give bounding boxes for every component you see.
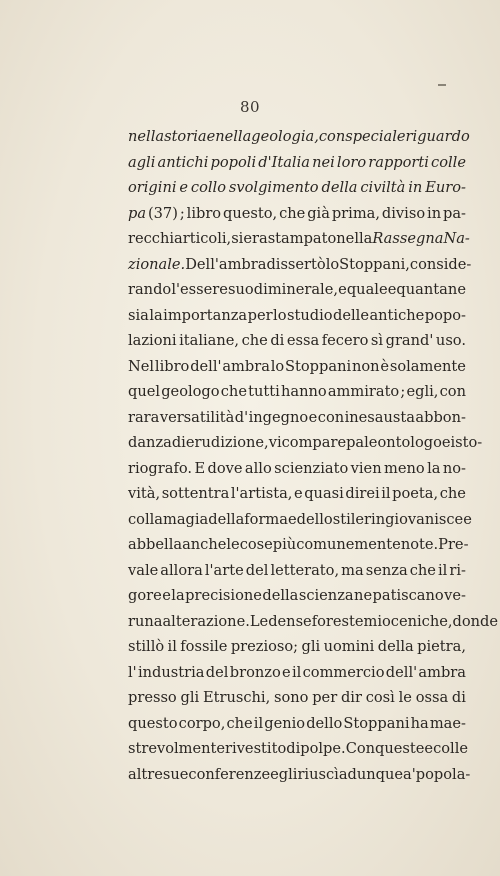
word: ne [447,281,466,298]
word: riografo. [128,459,193,477]
word: Rassegna [372,230,444,247]
text-line [128,456,466,482]
word: allora [160,561,203,579]
word: nei [312,153,335,171]
word: zionale. [128,255,186,273]
word: runa [128,612,163,630]
text-line [128,124,470,150]
word: e [282,663,291,681]
word: vien [350,459,382,477]
word: libro [186,204,222,222]
word: che [439,485,466,502]
text-line [128,201,466,227]
word: origini [128,179,177,196]
word: patiscano [372,587,444,604]
word: e [206,128,216,145]
word: colle [431,153,466,171]
word: d'Italia [258,153,310,171]
word: suo [227,281,254,298]
word: agli [128,153,156,171]
word: Le [249,612,269,630]
word: anche [182,536,227,553]
word: popola- [415,765,471,783]
word: stampato [267,230,337,247]
word: le [398,689,412,706]
word: sia [128,306,149,324]
word: prima, [331,204,381,222]
word: presso [128,689,177,706]
word: mae- [429,714,466,732]
word: note. [400,536,439,553]
word: Dell' [185,255,219,273]
word: collo [190,179,226,196]
word: questo, [223,204,278,222]
word: sue [162,765,189,783]
word: in [408,179,423,196]
word: Na- [443,230,470,247]
word: sottentra [161,485,230,502]
word: inesausta [344,408,415,426]
word: rando [128,281,172,298]
word: pa- [443,204,466,222]
word: essa [286,332,320,349]
word: loro [336,153,367,171]
word: a' [403,765,416,783]
word: che [409,561,436,579]
word: dir [340,689,362,706]
word: di [270,332,285,349]
text-line [128,558,466,584]
word: foreste [311,612,364,630]
word: E [194,459,206,477]
word: stile [332,510,365,528]
word: ha [410,714,429,732]
word: (37) [147,204,178,222]
text-line [128,685,466,711]
word: le [226,536,240,553]
word: egli [270,765,298,783]
word: isto- [450,434,483,451]
word: di [171,434,186,451]
word: uso. [435,332,466,349]
word: adunque [338,765,404,783]
word: italiane, [179,332,240,349]
word: allo [244,459,272,477]
word: della [321,179,358,196]
word: di [253,281,268,298]
word: lo [273,306,287,324]
ink-mark [438,84,446,86]
word: e [179,179,189,196]
word: per [247,306,273,324]
word: nella [215,128,252,145]
word: e [463,510,472,528]
word: scienziato [274,459,349,477]
word: si [231,230,244,247]
body-text [128,124,499,787]
word: libro [154,357,190,375]
word: pietra, [417,638,466,655]
word: colla [128,510,163,528]
word: scienza [298,587,354,604]
word: la [149,306,163,324]
word: della [208,510,245,528]
word: mioceniche, [363,612,453,630]
text-line [128,328,466,354]
word: già [307,204,330,222]
word: di [451,689,466,706]
word: erudizione, [185,434,269,451]
word: Nel [128,357,155,375]
text-line [128,226,470,252]
word: precisione [185,587,262,604]
word: storia [164,128,207,145]
word: lazioni [128,332,177,349]
word: ve- [444,587,466,604]
word: con [439,383,466,400]
word: poeta, [392,485,439,502]
word: e [294,485,303,502]
word: il [167,638,177,655]
word: e [424,740,434,757]
word: e [338,281,347,298]
word: fossile [180,638,228,655]
word: rara [128,408,160,426]
word: conferenze [188,765,271,783]
word: polpe. [300,740,346,757]
text-line [128,405,466,431]
word: sì [370,332,384,349]
word: sono [273,689,309,706]
word: quanta [396,281,448,298]
word: e [287,510,297,528]
word: strevolmente [128,740,226,757]
word: versatilità [159,408,235,426]
word: nella [128,128,165,145]
word: speciale [345,128,406,145]
word: la [427,459,441,477]
text-line [128,354,466,380]
word: non [351,357,380,375]
word: civiltà [360,179,406,196]
text-line [128,736,466,762]
word: articoli, [174,230,232,247]
word: antiche [369,306,425,324]
word: quel [128,383,161,400]
word: delle [333,306,369,324]
word: altre [128,765,163,783]
text-line [128,634,466,660]
word: con [318,128,346,145]
text-line [128,303,466,329]
word: importanza [163,306,248,324]
word: ; [400,383,406,400]
word: in [427,204,442,222]
word: lo [325,255,340,273]
word: e [308,408,318,426]
word: ingegno [248,408,309,426]
word: no- [442,459,466,477]
page-number: 80 [239,98,261,116]
word: direi [345,485,380,502]
word: geologia, [251,128,319,145]
word: era [243,230,268,247]
word: ri- [449,561,466,579]
word: ambra [218,255,267,273]
word: l'artista, [230,485,293,502]
word: comunemente [296,536,401,553]
word: Con [345,740,376,757]
word: la [171,587,185,604]
word: dissertò [266,255,326,273]
word: grand' [385,332,434,349]
word: ne [354,587,373,604]
word: svolgimento [228,179,319,196]
word: stillò [128,638,165,655]
word: magia [163,510,209,528]
word: di [286,740,301,757]
word: cose [239,536,273,553]
word: riguardo [405,128,470,145]
word: abbella [128,536,183,553]
word: con [317,408,345,426]
word: l'arte [204,561,244,579]
word: genio [264,714,306,732]
word: alterazione. [162,612,250,630]
word: commercio [302,663,385,681]
word: il [291,663,302,681]
word: quale [346,281,388,298]
word: geologo [161,383,220,400]
word: e [441,434,451,451]
word: paleontologo [346,434,442,451]
word: conside- [409,255,472,273]
text-line [128,430,483,456]
word: danza [128,434,172,451]
word: ambra [418,663,466,681]
word: che [279,204,306,222]
text-line [128,252,472,278]
word: ammirato [327,383,400,400]
word: donde [452,612,499,630]
word: ma [341,561,364,579]
word: queste [375,740,425,757]
word: l' [128,663,137,681]
word: prezioso; [230,638,299,655]
text-line [128,762,471,788]
word: diviso [381,204,426,222]
word: bronzo [229,663,281,681]
word: meno [384,459,425,477]
word: fecero [321,332,369,349]
word: abbon- [415,408,466,426]
word: questo [128,714,178,732]
text-line [128,711,466,737]
word: riuscì [297,765,339,783]
word: vale [128,561,159,579]
word: dense [268,612,312,630]
word: rivestito [225,740,287,757]
word: dello [306,714,343,732]
word: hanno [280,383,327,400]
word: che [241,332,268,349]
text-line [128,532,469,558]
word: per [312,689,338,706]
word: tutti [248,383,280,400]
word: uomini [323,638,375,655]
word: egli, [406,383,439,400]
word: dell' [190,357,222,375]
text-line [128,481,466,507]
word: Stoppani [285,357,352,375]
word: ; [179,204,185,222]
word: forma [244,510,288,528]
word: il [381,485,391,502]
word: il [437,561,448,579]
word: più [272,536,297,553]
text-line [128,507,472,533]
word: Stoppani, [339,255,410,273]
word: e [387,281,397,298]
word: compare [281,434,347,451]
word: colle [433,740,468,757]
word: ringiovanisce [364,510,464,528]
word: senza [365,561,408,579]
word: recchi [128,230,175,247]
word: popo- [424,306,466,324]
word: ambra [222,357,270,375]
word: lo [270,357,285,375]
word: nella [336,230,373,247]
word: del [245,561,269,579]
word: l'essere [171,281,228,298]
word: Etruschi, [202,689,271,706]
word: della [377,638,414,655]
word: e [162,587,171,604]
text-line [128,609,499,635]
text-line [128,379,466,405]
word: Stoppani [343,714,410,732]
word: studio [286,306,333,324]
word: Pre- [438,536,469,553]
word: antichi [157,153,209,171]
word: il [253,714,264,732]
word: della [262,587,299,604]
word: è [380,357,390,375]
word: d' [234,408,249,426]
word: vi [268,434,282,451]
word: che [226,714,253,732]
word: gli [180,689,200,706]
word: pa [128,204,147,222]
word: gore [128,587,162,604]
word: del [205,663,229,681]
text-line [128,175,466,201]
text-line [128,150,466,176]
text-line [128,277,466,303]
word: popoli [210,153,257,171]
word: ossa [415,689,449,706]
word: minerale, [267,281,339,298]
word: dell' [385,663,418,681]
word: quasi [304,485,344,502]
text-line [128,660,466,686]
word: dove [207,459,243,477]
word: dello [296,510,333,528]
word: che [220,383,247,400]
word: Euro- [425,179,466,196]
word: rapporti [368,153,429,171]
word: solamente [389,357,466,375]
text-line [128,583,466,609]
word: vità, [128,485,161,502]
word: corpo, [178,714,226,732]
word: letterato, [270,561,340,579]
word: gli [301,638,321,655]
word: così [365,689,395,706]
word: industria [137,663,205,681]
